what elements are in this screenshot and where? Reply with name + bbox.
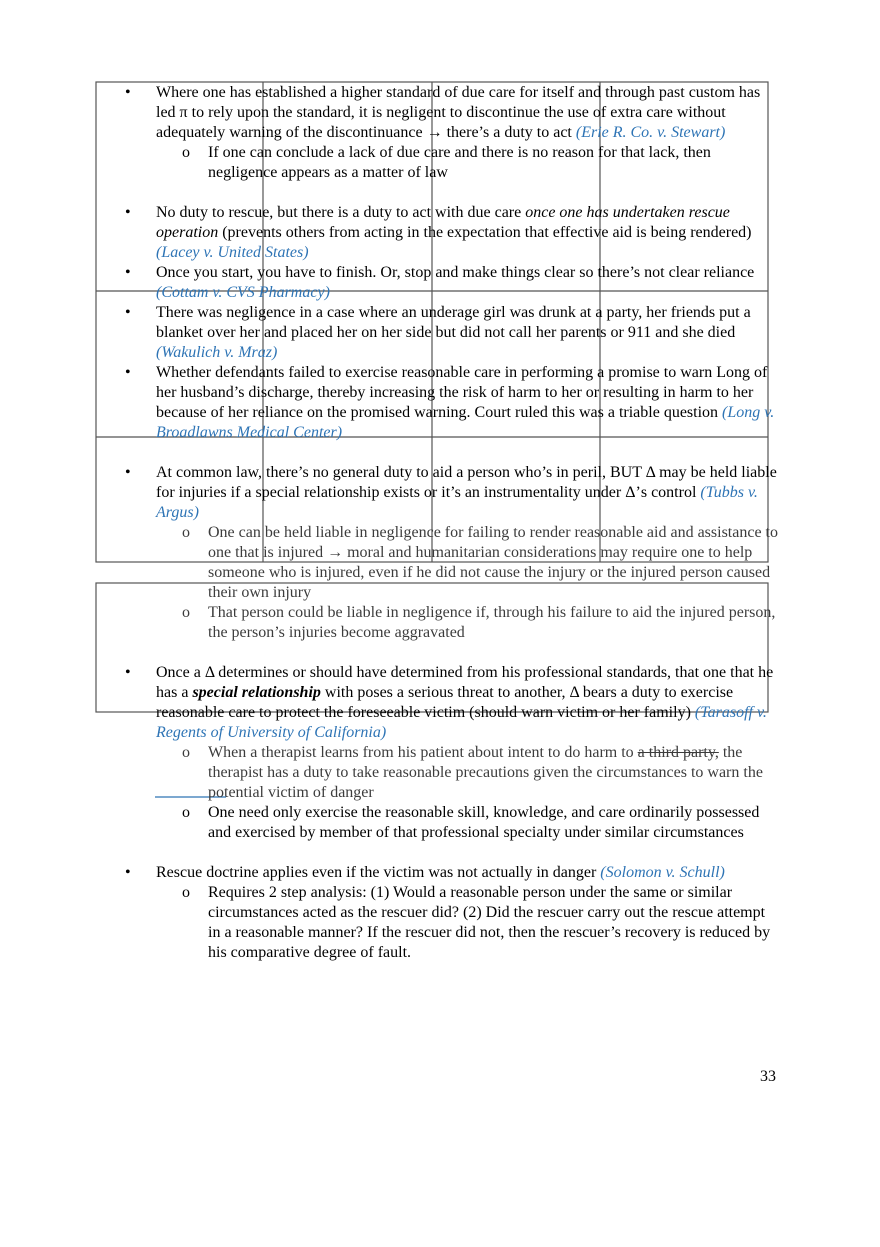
case-citation: (Lacey v. United States) <box>156 244 309 261</box>
bullet-icon: • <box>125 204 131 221</box>
sub-list-item <box>125 523 780 603</box>
sub-list-item <box>125 143 780 183</box>
bullet-icon: • <box>125 464 131 481</box>
sub-bullet-icon: o <box>182 804 190 821</box>
sub-bullet-icon: o <box>182 604 190 621</box>
emphasis-text: once one has undertaken rescue operation <box>156 204 730 241</box>
list-item <box>125 863 780 883</box>
notes-body <box>125 83 780 963</box>
list-item <box>125 263 780 303</box>
bullet-icon: • <box>125 304 131 321</box>
case-citation: (Solomon v. Schull) <box>600 864 725 881</box>
struck-text: a third party, <box>637 744 719 761</box>
bullet-icon: • <box>125 364 131 381</box>
case-citation: (Tarasoff v. Regents of University of California) <box>156 704 767 741</box>
sub-list-item <box>125 603 780 643</box>
list-item <box>125 83 780 143</box>
bullet-icon: • <box>125 264 131 281</box>
case-citation: (Erie R. Co. v. Stewart) <box>575 124 726 141</box>
sub-item-text: If one can conclude a lack of due care and there is no reason for that lack, then negligence appears as a matter of law <box>208 144 711 181</box>
sub-list-item <box>125 803 780 843</box>
item-text: Whether defendants failed to exercise reasonable care in performing a promise to warn Long of her husband’s discharge, thereby increasing the risk of harm to her or resulting in harm to her because of her reliance on the promised warning. Court ruled this was a triable question <box>156 364 768 421</box>
sub-bullet-icon: o <box>182 524 190 541</box>
list-item <box>125 463 780 523</box>
case-citation: (Cottam v. CVS Pharmacy) <box>156 284 330 301</box>
case-citation: (Tubbs v. Argus) <box>156 484 758 521</box>
sub-bullet-icon: o <box>182 744 190 761</box>
bullet-icon: • <box>125 84 131 101</box>
list-item <box>125 303 780 363</box>
page-number: 33 <box>760 1068 776 1085</box>
bullet-icon: • <box>125 664 131 681</box>
sub-item-text: One can be held liable in negligence for failing to render reasonable aid and assistance to one that is injured → moral and humanitarian considerations may require one to help someone who is injured, even if he did not cause the injury or the injured person caused their own injury <box>208 524 778 601</box>
item-text: Where one has established a higher standard of due care for itself and through past custom has led π to rely upon the standard, it is negligent to discontinue the use of extra care without adequately warning of the discontinuance → there’s a duty to act <box>156 84 761 141</box>
item-text: with poses a serious threat to another, Δ bears a duty to exercise reasonable care to protect the foreseeable victim (should warn victim or her family) <box>156 684 734 721</box>
list-item <box>125 663 780 743</box>
item-text: At common law, there’s no general duty to aid a person who’s in peril, BUT Δ may be held liable for injuries if a special relationship exists or it’s an instrumentality under Δ’s control <box>156 464 777 501</box>
case-citation: (Long v. Broadlawns Medical Center) <box>156 404 775 441</box>
item-text: (prevents others from acting in the expectation that effective aid is being rendered) <box>218 224 752 241</box>
case-citation: (Wakulich v. Mraz) <box>156 344 278 361</box>
list-item <box>125 203 780 263</box>
item-text: Once you start, you have to finish. Or, stop and make things clear so there’s not clear reliance <box>156 264 755 281</box>
bullet-icon: • <box>125 864 131 881</box>
sub-list-item <box>125 883 780 963</box>
sub-item-text: Requires 2 step analysis: (1) Would a reasonable person under the same or similar circumstances acted as the rescuer did? (2) Did the rescuer carry out the rescue attempt in a reasonable manner? If the rescuer did not, then the rescuer’s recovery is reduced by his comparative degree of fault. <box>208 884 771 961</box>
item-text: Once a Δ determines or should have determined from his professional standards, that one that he has a <box>156 664 774 701</box>
sub-item-text: One need only exercise the reasonable skill, knowledge, and care ordinarily possessed and exercised by member of that professional specialty under similar circumstances <box>208 804 760 841</box>
sub-bullet-icon: o <box>182 884 190 901</box>
item-text: No duty to rescue, but there is a duty to act with due care <box>156 204 526 221</box>
item-text: Rescue doctrine applies even if the victim was not actually in danger <box>156 864 601 881</box>
sub-bullet-icon: o <box>182 144 190 161</box>
sub-list-item <box>125 743 780 803</box>
sub-item-text: the therapist has a duty to take reasonable precautions given the circumstances to warn the potential victim of danger <box>208 744 763 801</box>
list-item <box>125 363 780 443</box>
emphasis-text: special relationship <box>192 684 321 701</box>
sub-item-text: When a therapist learns from his patient about intent to do harm to <box>208 744 638 761</box>
sub-item-text: That person could be liable in negligence if, through his failure to aid the injured person, the person’s injuries become aggravated <box>208 604 776 641</box>
item-text: There was negligence in a case where an underage girl was drunk at a party, her friends put a blanket over her and placed her on her side but did not call her parents or 911 and she died <box>156 304 751 341</box>
